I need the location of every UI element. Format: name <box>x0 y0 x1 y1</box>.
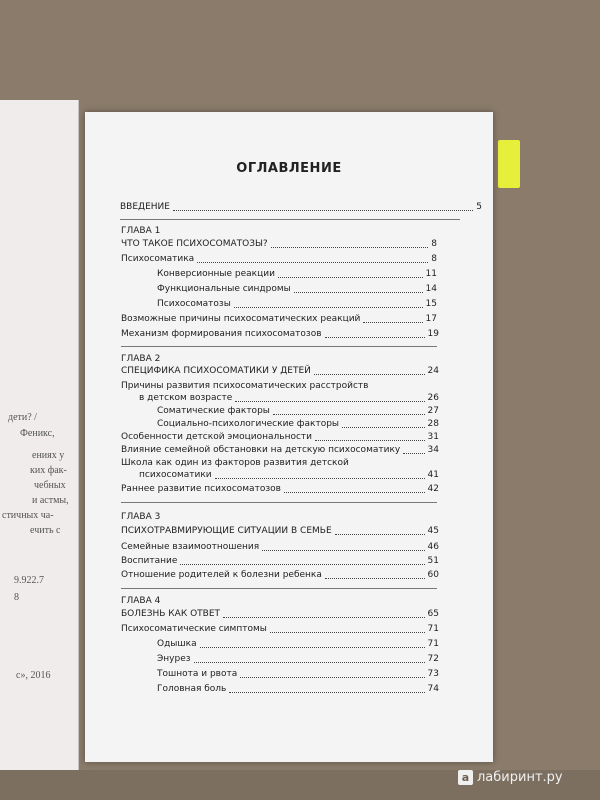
toc-entry[interactable] <box>157 654 439 665</box>
toc-entry-page: 19 <box>427 329 439 339</box>
leader-dots <box>315 440 425 441</box>
toc-entry-label: Механизм формирования психосоматозов <box>121 329 322 339</box>
toc-entry-label: Раннее развитие психосоматозов <box>121 484 281 494</box>
toc-entry-label: ПСИХОТРАВМИРУЮЩИЕ СИТУАЦИИ В СЕМЬЕ <box>121 526 332 536</box>
toc-entry[interactable] <box>121 570 439 581</box>
left-page-line: с», 2016 <box>16 670 51 681</box>
leader-dots <box>200 647 425 648</box>
toc-entry[interactable] <box>157 669 439 680</box>
toc-entry[interactable] <box>157 299 437 310</box>
toc-entry-label: Психосоматозы <box>157 299 231 309</box>
a-logo-icon: a <box>458 770 473 785</box>
leader-dots <box>273 414 425 415</box>
bookmark-tab <box>498 140 520 188</box>
left-page-line: чебных <box>34 480 66 491</box>
leader-dots <box>284 492 425 493</box>
toc-entry <box>121 381 437 392</box>
toc-page <box>85 112 493 762</box>
toc-entry-page: 60 <box>427 570 439 580</box>
toc-entry[interactable] <box>121 254 437 265</box>
leader-dots <box>325 578 425 579</box>
toc-entry-label: Социально-психологические факторы <box>157 419 340 429</box>
toc-entry-label: Головная боль <box>157 684 227 694</box>
toc-entry[interactable] <box>157 684 439 695</box>
toc-entry-label: психосоматики <box>139 470 212 480</box>
toc-entry[interactable] <box>121 329 439 340</box>
leader-dots <box>180 564 424 565</box>
divider <box>121 588 437 589</box>
toc-entry-label: ЧТО ТАКОЕ ПСИХОСОМАТОЗЫ? <box>121 239 268 249</box>
leader-dots <box>235 401 424 402</box>
toc-entry-label: ВВЕДЕНИЕ <box>120 202 170 212</box>
chapter-heading: ГЛАВА 4 <box>121 596 161 606</box>
toc-entry[interactable] <box>121 432 439 443</box>
toc-entry-page: 26 <box>427 393 439 403</box>
leader-dots <box>234 307 423 308</box>
leader-dots <box>229 692 424 693</box>
leader-dots <box>271 247 429 248</box>
left-page-line: ких фак- <box>30 465 67 476</box>
chapter-heading: ГЛАВА 1 <box>121 226 161 236</box>
left-page-line: и астмы, <box>32 495 69 506</box>
divider <box>121 346 437 347</box>
toc-entry-page: 8 <box>431 254 437 264</box>
toc-entry-page: 71 <box>427 639 439 649</box>
toc-entry-label: Семейные взаимоотношения <box>121 542 260 552</box>
page-title: ОГЛАВЛЕНИЕ <box>236 161 342 176</box>
toc-entry-page: 28 <box>427 419 439 429</box>
toc-entry[interactable] <box>121 556 439 567</box>
leader-dots <box>197 262 428 263</box>
toc-entry-page: 27 <box>427 406 439 416</box>
left-page-line: Феникс, <box>20 428 55 439</box>
toc-entry-page: 24 <box>427 366 439 376</box>
toc-entry-page: 73 <box>427 669 439 679</box>
toc-entry <box>121 458 437 469</box>
leader-dots <box>194 662 425 663</box>
toc-entry-page: 74 <box>427 684 439 694</box>
toc-entry-label: СПЕЦИФИКА ПСИХОСОМАТИКИ У ДЕТЕЙ <box>121 366 311 376</box>
toc-entry-page: 51 <box>427 556 439 566</box>
divider <box>121 502 437 503</box>
toc-entry[interactable] <box>121 542 439 553</box>
toc-entry[interactable] <box>121 624 439 635</box>
toc-entry-page: 5 <box>476 202 482 212</box>
toc-entry-label: Влияние семейной обстановки на детскую психосоматику <box>121 445 401 455</box>
toc-intro[interactable] <box>120 202 482 213</box>
toc-entry[interactable] <box>121 445 439 456</box>
watermark-text: лабиринт.ру <box>477 770 563 785</box>
toc-entry[interactable] <box>139 470 439 481</box>
leader-dots <box>363 322 422 323</box>
leader-dots <box>270 632 425 633</box>
toc-entry-label: Энурез <box>157 654 191 664</box>
left-page-line: дети? / <box>8 412 37 423</box>
toc-entry[interactable] <box>139 393 439 404</box>
toc-entry-page: 11 <box>425 269 437 279</box>
toc-entry-page: 14 <box>425 284 437 294</box>
leader-dots <box>342 427 425 428</box>
left-page-line: ечить с <box>30 525 61 536</box>
toc-entry-label: Соматические факторы <box>157 406 270 416</box>
toc-entry-label: Психосоматика <box>121 254 195 264</box>
toc-entry-label: Причины развития психосоматических расстройств <box>121 381 369 391</box>
toc-entry-page: 42 <box>427 484 439 494</box>
toc-entry-label: Возможные причины психосоматических реакций <box>121 314 361 324</box>
toc-entry-label: Воспитание <box>121 556 178 566</box>
toc-entry-page: 45 <box>427 526 439 536</box>
toc-entry-page: 15 <box>425 299 437 309</box>
toc-entry[interactable] <box>121 484 439 495</box>
left-page-line: ениях у <box>32 450 65 461</box>
toc-entry-page: 65 <box>427 609 439 619</box>
toc-entry-label: в детском возрасте <box>139 393 233 403</box>
toc-entry-label: Особенности детской эмоциональности <box>121 432 313 442</box>
leader-dots <box>294 292 423 293</box>
chapter-heading: ГЛАВА 3 <box>121 512 161 522</box>
toc-entry-page: 72 <box>427 654 439 664</box>
leader-dots <box>314 374 425 375</box>
toc-entry[interactable] <box>157 269 437 280</box>
chapter-title[interactable] <box>121 239 437 250</box>
toc-entry-label: БОЛЕЗНЬ КАК ОТВЕТ <box>121 609 221 619</box>
watermark <box>458 770 563 785</box>
divider <box>120 219 460 220</box>
toc-entry[interactable] <box>157 406 439 417</box>
leader-dots <box>262 550 424 551</box>
toc-entry-label: Тошнота и рвота <box>157 669 238 679</box>
leader-dots <box>223 617 425 618</box>
toc-entry-page: 8 <box>431 239 437 249</box>
leader-dots <box>278 277 423 278</box>
toc-entry-page: 41 <box>427 470 439 480</box>
chapter-title[interactable] <box>121 366 439 377</box>
chapter-title[interactable] <box>121 526 439 537</box>
toc-entry-page: 17 <box>425 314 437 324</box>
toc-entry-label: Школа как один из факторов развития детской <box>121 458 349 468</box>
toc-entry[interactable] <box>157 419 439 430</box>
left-page-line: 8 <box>14 592 19 603</box>
toc-entry-label: Функциональные синдромы <box>157 284 291 294</box>
left-page <box>0 100 79 800</box>
toc-entry-label: Психосоматические симптомы <box>121 624 267 634</box>
toc-entry[interactable] <box>157 284 437 295</box>
toc-entry-label: Конверсионные реакции <box>157 269 275 279</box>
toc-entry-label: Отношение родителей к болезни ребенка <box>121 570 322 580</box>
leader-dots <box>240 677 424 678</box>
left-page-line: 9.922.7 <box>14 575 44 586</box>
chapter-title[interactable] <box>121 609 439 620</box>
toc-entry-page: 46 <box>427 542 439 552</box>
toc-entry[interactable] <box>121 314 437 325</box>
leader-dots <box>173 210 473 211</box>
toc-entry-page: 71 <box>427 624 439 634</box>
toc-entry-page: 31 <box>427 432 439 442</box>
toc-entry-page: 34 <box>427 445 439 455</box>
toc-entry-label: Одышка <box>157 639 197 649</box>
leader-dots <box>335 534 425 535</box>
leader-dots <box>215 478 425 479</box>
toc-entry[interactable] <box>157 639 439 650</box>
chapter-heading: ГЛАВА 2 <box>121 354 161 364</box>
left-page-line: стичных ча- <box>2 510 54 521</box>
leader-dots <box>325 337 425 338</box>
leader-dots <box>403 453 424 454</box>
